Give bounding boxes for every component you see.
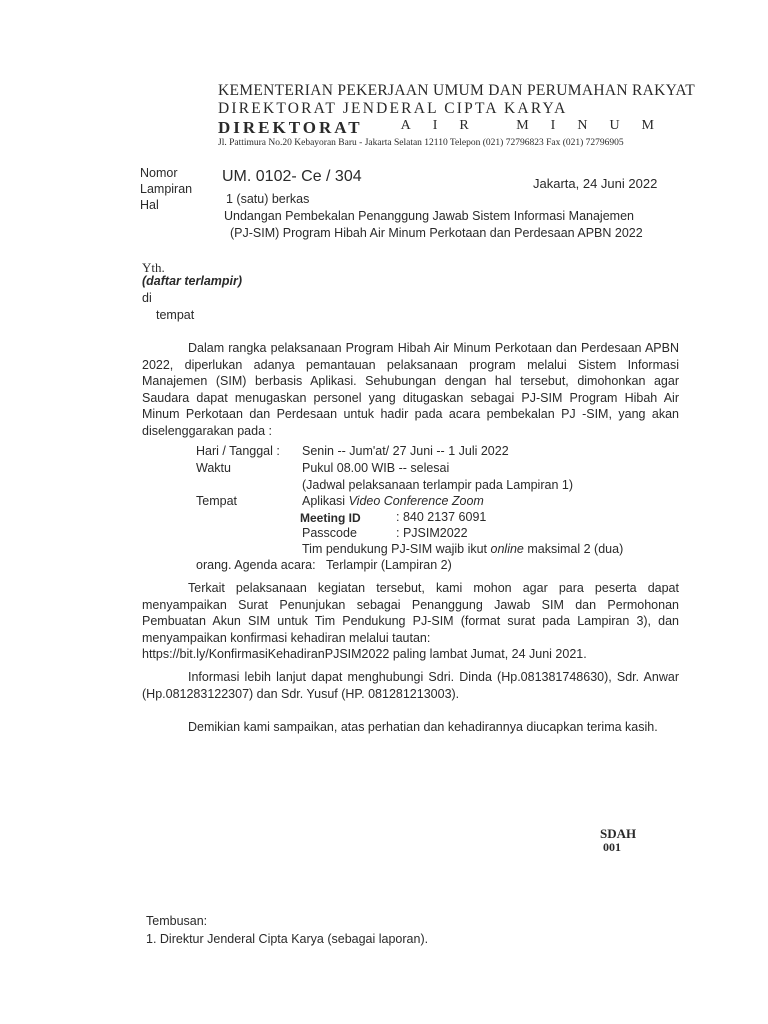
hal-value-line2: (PJ-SIM) Program Hibah Air Minum Perkotaan dan Perdesaan APBN 2022 (230, 226, 643, 240)
agenda-value: Terlampir (Lampiran 2) (326, 558, 452, 572)
body-paragraph-2: Terkait pelaksanaan kegiatan tersebut, kami mohon agar para peserta dapat menyampaikan Surat Penunjukan sebagai Penanggung Jawab SIM dan Permohonan Pembuatan Akun SIM untuk Tim Pendukung PJ-SIM (format surat pada Lampiran 3), dan menyampaikan konfirmasi kehadiran melalui tautan: (142, 581, 679, 645)
confirmation-link[interactable]: https://bit.ly/KonfirmasiKehadiranPJSIM2022 (142, 647, 390, 661)
tim-suffix: maksimal 2 (dua) (527, 542, 624, 556)
directorate-general-title (218, 100, 676, 118)
passcode-value: : PJSIM2022 (396, 526, 468, 540)
tim-prefix: Tim pendukung PJ-SIM wajib ikut (302, 542, 488, 556)
link-suffix: paling lambat Jumat, 24 Juni 2021. (392, 647, 587, 661)
tim-note (302, 542, 623, 556)
tim-italic: online (490, 542, 524, 556)
hari-value: Senin -- Jum'at/ 27 Juni -- 1 Juli 2022 (302, 444, 509, 458)
meeting-value: : 840 2137 6091 (396, 510, 487, 524)
meeting-label: Meeting ID (300, 511, 361, 525)
lampiran-value: 1 (satu) berkas (226, 192, 310, 206)
signature-unit: SDAH (600, 826, 637, 841)
hal-label: Hal (140, 198, 159, 212)
link-line (142, 647, 587, 661)
tembusan-item: 1. Direktur Jenderal Cipta Karya (sebagai laporan). (146, 932, 429, 946)
lampiran-label: Lampiran (140, 182, 193, 196)
agenda-label: orang. Agenda acara: (196, 558, 316, 572)
tempat-prefix: Aplikasi (302, 494, 346, 508)
nomor-value: UM. 0102- Ce / 304 (222, 168, 362, 185)
tembusan-label: Tembusan: (146, 914, 208, 928)
body-paragraph-3: Informasi lebih lanjut dapat menghubungi Sdri. Dinda (Hp.081381748630), Sdr. Anwar (Hp.081283122307) dan Sdr. Yusuf (HP. 081281213003). (142, 670, 679, 701)
hal-value-line1: Undangan Pembekalan Penanggung Jawab Sistem Informasi Manajemen (224, 209, 634, 223)
directorate-title (218, 118, 676, 138)
directorate-word: DIREKTORAT (218, 118, 363, 137)
waktu-label: Waktu (196, 461, 231, 475)
recipient-di: di (142, 291, 152, 305)
tempat-italic: Video Conference Zoom (348, 494, 484, 508)
recipient-daftar: (daftar terlampir) (142, 274, 243, 288)
recipient-tempat: tempat (156, 308, 195, 322)
directorate-general-text: DIREKTORAT JENDERAL CIPTA KARYA (218, 100, 568, 117)
jadwal-note: (Jadwal pelaksanaan terlampir pada Lampiran 1) (302, 478, 573, 492)
waktu-value: Pukul 08.00 WIB -- selesai (302, 461, 450, 475)
body-paragraph-4: Demikian kami sampaikan, atas perhatian dan kehadirannya diucapkan terima kasih. (188, 720, 658, 734)
body-paragraph-1: Dalam rangka pelaksanaan Program Hibah Air Minum Perkotaan dan Perdesaan APBN 2022, diperlukan adanya pemantauan pelaksanaan program melalui Sistem Informasi Manajemen (SIM) berbasis Aplikasi. Sehubungan dengan hal tersebut, dimohonkan agar Saudara dapat menugaskan personel yang ditugaskan sebagai PJ-SIM Program Hibah Air Minum Perkotaan dan Perdesaan untuk hadir pada acara pembekalan PJ -SIM, yang akan diselenggarakan pada : (142, 341, 679, 438)
tempat-value (302, 494, 484, 508)
hari-label: Hari / Tanggal : (196, 444, 280, 458)
passcode-label: Passcode (302, 526, 357, 540)
tempat-label: Tempat (196, 494, 237, 508)
ministry-title: KEMENTERIAN PEKERJAAN UMUM DAN PERUMAHAN RAKYAT (218, 82, 695, 99)
directorate-name: AIR MINUM (400, 118, 676, 133)
nomor-label: Nomor (140, 166, 178, 180)
signature-code: 001 (603, 840, 621, 854)
place-date: Jakarta, 24 Juni 2022 (533, 176, 658, 191)
letterhead-address: Jl. Pattimura No.20 Kebayoran Baru - Jakarta Selatan 12110 Telepon (021) 72796823 Fax (021) 72796905 (218, 138, 624, 148)
recipient-yth: Yth. (142, 260, 165, 275)
